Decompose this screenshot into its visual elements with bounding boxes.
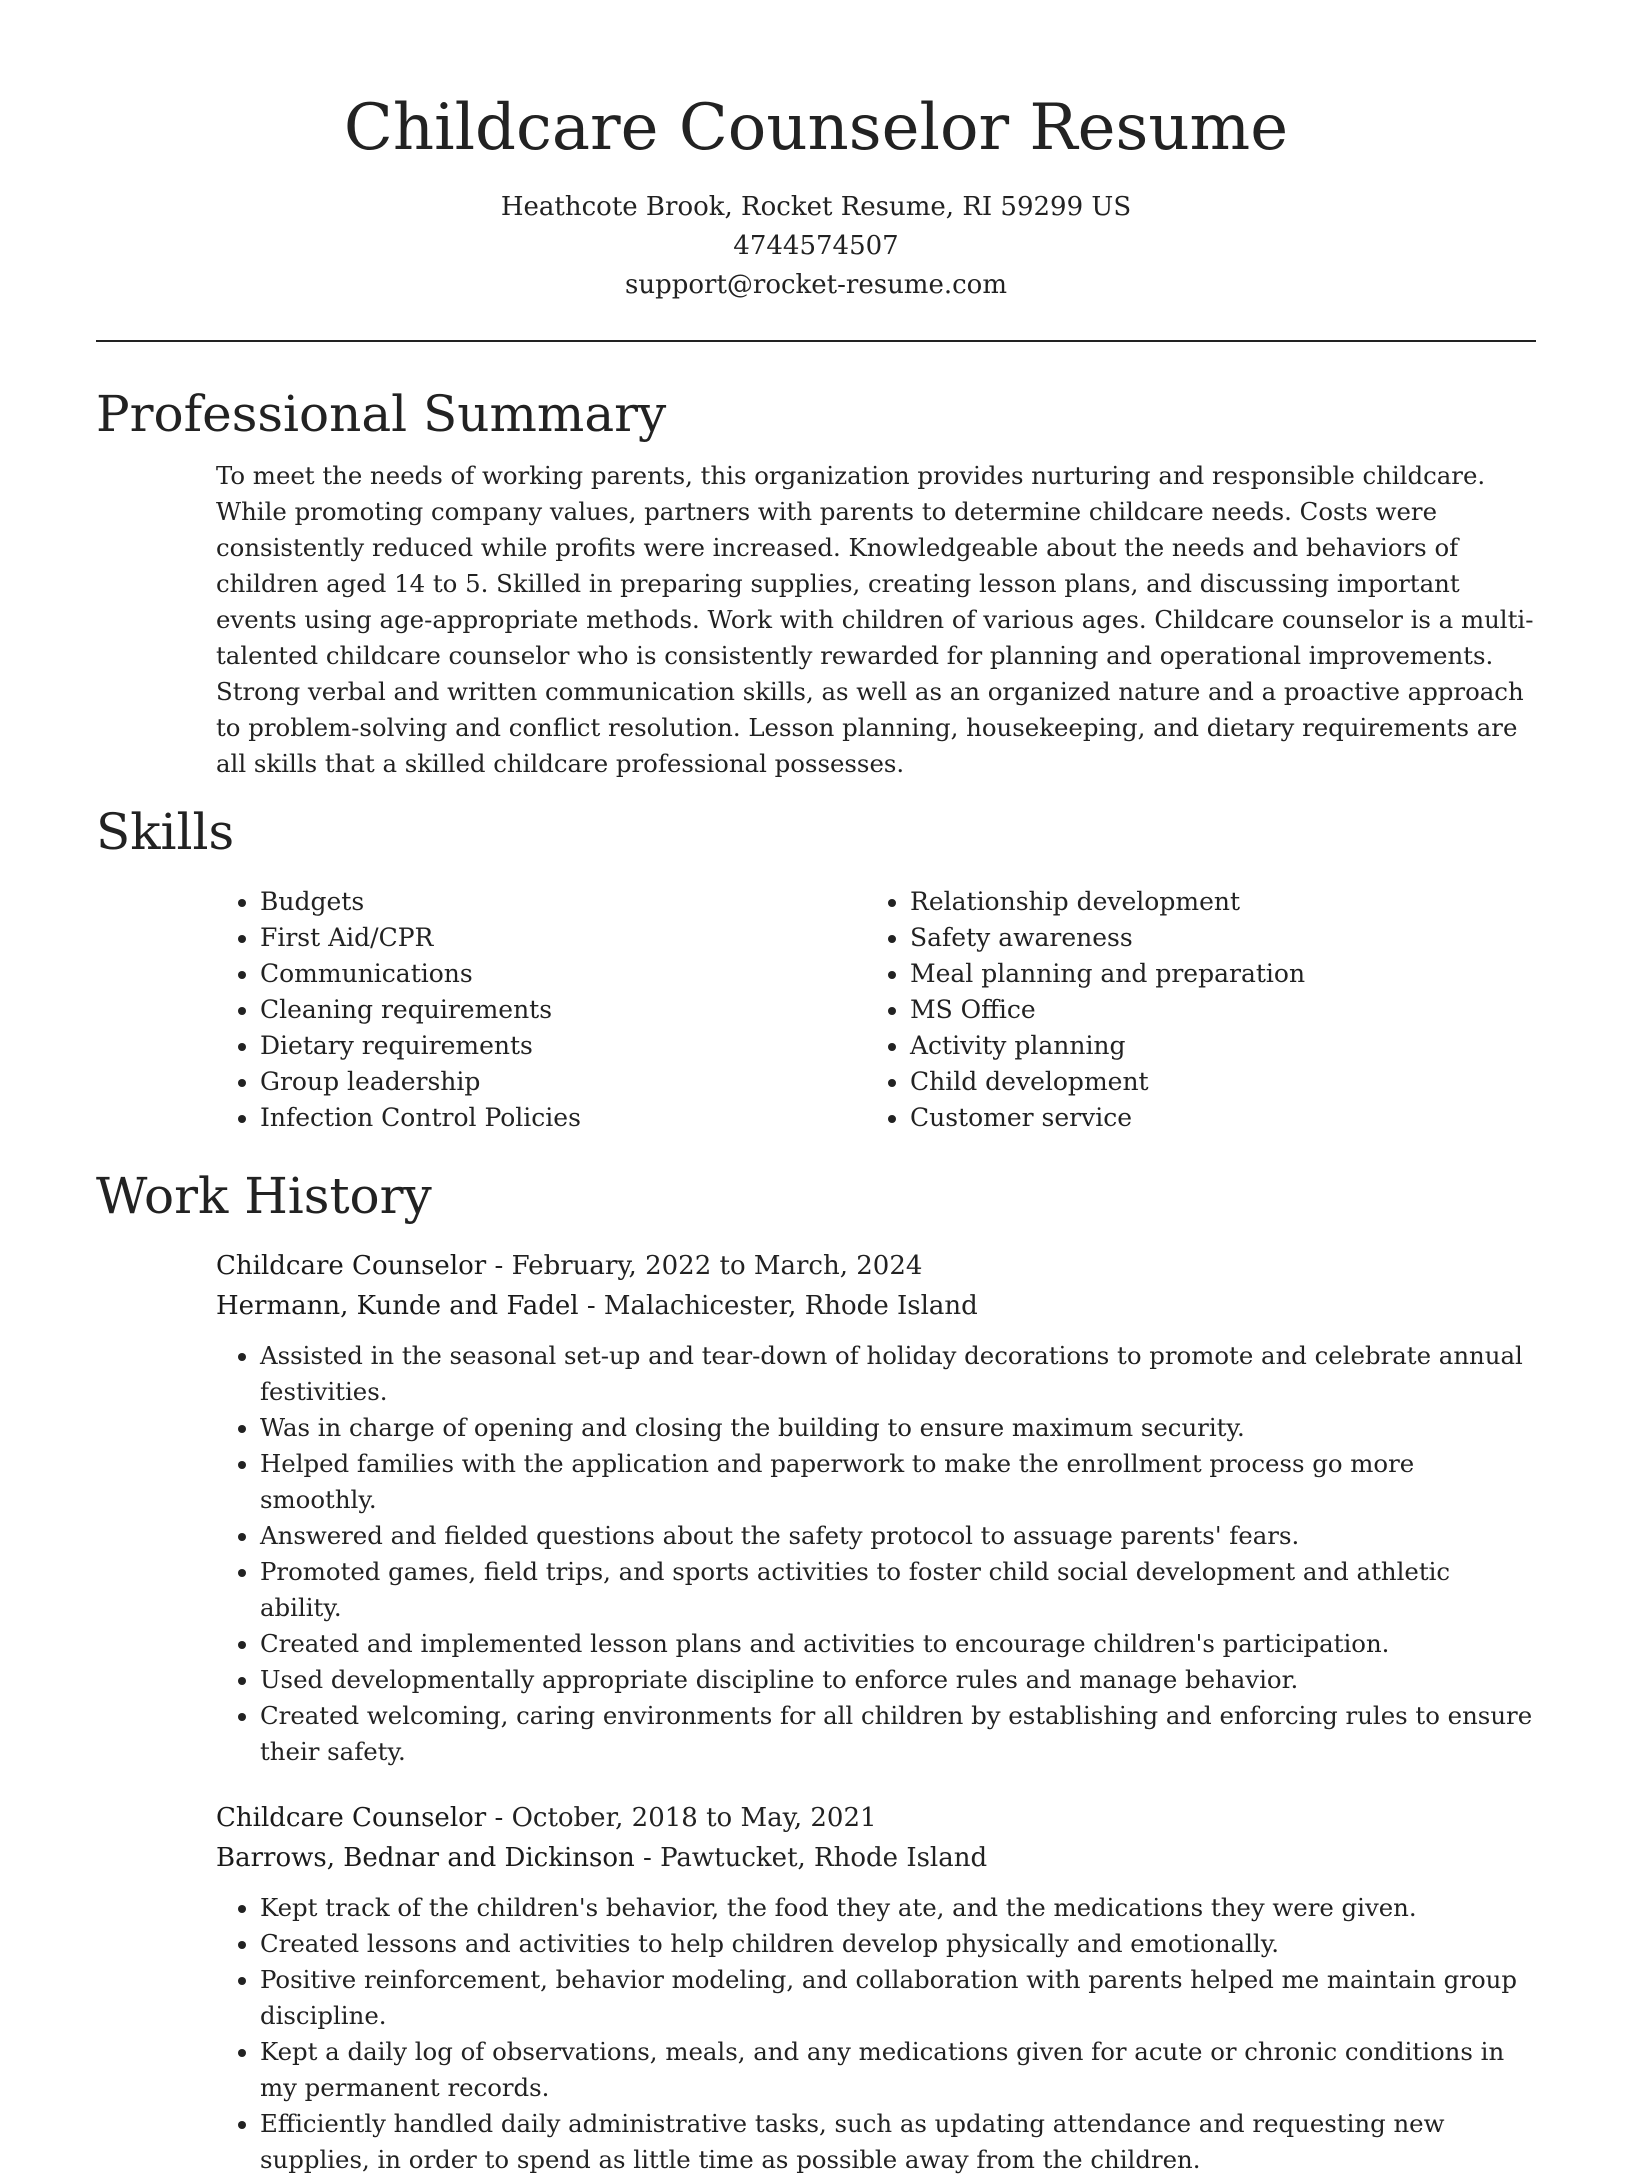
job-title-line: Childcare Counselor - February, 2022 to March, 2024	[216, 1251, 923, 1281]
contact-address: Heathcote Brook, Rocket Resume, RI 59299 US	[500, 192, 1132, 222]
job-company: Hermann, Kunde and Fadel	[216, 1291, 579, 1321]
job-location: Pawtucket, Rhode Island	[660, 1843, 988, 1873]
summary-text: To meet the needs of working parents, this organization provides nurturing and responsible childcare. While promoting company values, partners with parents to determine childcare needs. Costs were consistently reduced while profits were increased. Knowledgeable about the needs and behaviors of children aged 14 to 5. Skilled in preparing supplies, creating lesson plans, and discussing important events using age-appropriate methods. Work with children of various ages. Childcare counselor is a multi-talented childcare counselor who is consistently rewarded for planning and operational improvements. Strong verbal and written communication skills, as well as an organized nature and a proactive approach to problem-solving and conflict resolution. Lesson planning, housekeeping, and dietary requirements are all skills that a skilled childcare professional possesses.	[216, 461, 1534, 778]
skills-list	[216, 884, 1536, 1136]
job-dates: October, 2018 to May, 2021	[511, 1803, 877, 1833]
job-bullet: • Promoted games, field trips, and sports activities to foster child social development and athletic ability.	[260, 1554, 1536, 1626]
skill-item: • Relationship development	[910, 884, 1510, 920]
skill-item: • Activity planning	[910, 1028, 1510, 1064]
summary-heading: Professional Summary	[96, 385, 667, 443]
skill-item: • MS Office	[910, 992, 1510, 1028]
resume-title: Childcare Counselor Resume	[343, 91, 1289, 165]
job-bullet: • Kept a daily log of observations, meals, and any medications given for acute or chronic conditions in my permanent records.	[260, 2034, 1536, 2106]
job-bullet: • Created welcoming, caring environments for all children by establishing and enforcing rules to ensure their safety.	[260, 1698, 1536, 1770]
skill-item: • Group leadership	[260, 1064, 866, 1100]
skill-item: • Communications	[260, 956, 866, 992]
skill-item: • Child development	[910, 1064, 1510, 1100]
skills-column-right	[866, 884, 1510, 1136]
contact-phone: 4744574507	[733, 231, 899, 261]
job-bullet: • Assisted in the seasonal set-up and tear-down of holiday decorations to promote and celebrate annual festivities.	[260, 1338, 1536, 1410]
job-bullet: • Created lessons and activities to help children develop physically and emotionally.	[260, 1926, 1536, 1962]
header-divider	[96, 340, 1536, 342]
job-bullet: • Positive reinforcement, behavior modeling, and collaboration with parents helped me maintain group discipline.	[260, 1962, 1536, 2034]
job-company: Barrows, Bednar and Dickinson	[216, 1843, 635, 1873]
skill-item: • Budgets	[260, 884, 866, 920]
job-title: Childcare Counselor	[216, 1251, 487, 1281]
skill-item: • Infection Control Policies	[260, 1100, 866, 1136]
job-location: Malachicester, Rhode Island	[603, 1291, 978, 1321]
job-company-line: Hermann, Kunde and Fadel - Malachicester, Rhode Island	[216, 1291, 978, 1321]
work-history-heading: Work History	[96, 1167, 432, 1225]
job-bullets	[216, 1890, 1536, 2178]
job-bullet: • Kept track of the children's behavior, the food they ate, and the medications they were given.	[260, 1890, 1536, 1926]
contact-email: support@rocket-resume.com	[624, 270, 1007, 300]
job-entry	[216, 1246, 1536, 1770]
job-title-line: Childcare Counselor - October, 2018 to May, 2021	[216, 1803, 877, 1833]
skill-item: • Customer service	[910, 1100, 1510, 1136]
job-bullet: • Answered and fielded questions about the safety protocol to assuage parents' fears.	[260, 1518, 1536, 1554]
resume-page	[96, 0, 1536, 2178]
job-bullet: • Was in charge of opening and closing the building to ensure maximum security.	[260, 1410, 1536, 1446]
job-bullet: • Used developmentally appropriate discipline to enforce rules and manage behavior.	[260, 1662, 1536, 1698]
skill-item: • Safety awareness	[910, 920, 1510, 956]
skill-item: • Dietary requirements	[260, 1028, 866, 1064]
skill-item: • Cleaning requirements	[260, 992, 866, 1028]
job-entry	[216, 1798, 1536, 2178]
contact-block	[96, 188, 1536, 305]
job-company-line: Barrows, Bednar and Dickinson - Pawtucket, Rhode Island	[216, 1843, 988, 1873]
job-bullets	[216, 1338, 1536, 1770]
skills-column-left	[216, 884, 866, 1136]
skill-item: • Meal planning and preparation	[910, 956, 1510, 992]
job-bullet: • Created and implemented lesson plans and activities to encourage children's participation.	[260, 1626, 1536, 1662]
skill-item: • First Aid/CPR	[260, 920, 866, 956]
job-bullet: • Efficiently handled daily administrative tasks, such as updating attendance and requesting new supplies, in order to spend as little time as possible away from the children.	[260, 2106, 1536, 2178]
skills-heading: Skills	[96, 803, 235, 861]
job-title: Childcare Counselor	[216, 1803, 487, 1833]
job-bullet: • Helped families with the application and paperwork to make the enrollment process go more smoothly.	[260, 1446, 1536, 1518]
job-dates: February, 2022 to March, 2024	[511, 1251, 923, 1281]
